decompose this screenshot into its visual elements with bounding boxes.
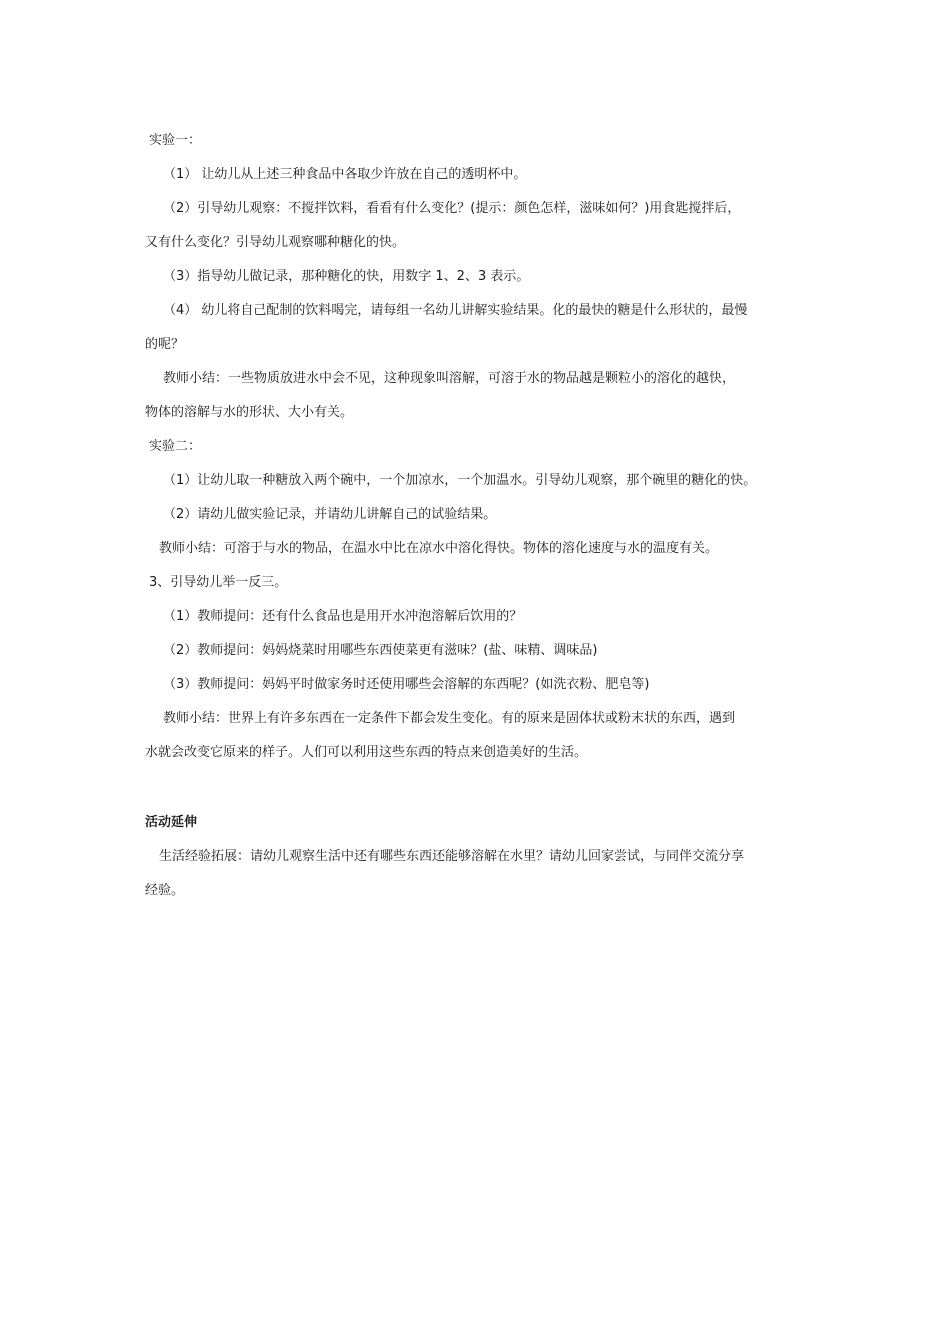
experiment1-step3: （3）指导幼儿做记录，那种糖化的快，用数字 1、2、3 表示。 — [163, 269, 530, 284]
section3-title: 3、引导幼儿举一反三。 — [149, 575, 288, 590]
extension-heading: 活动延伸 — [145, 815, 198, 830]
experiment1-step4-line1: （4） 幼儿将自己配制的饮料喝完，请每组一名幼儿讲解实验结果。化的最快的糖是什么形状的，最慢 — [163, 303, 748, 318]
section3-summary-line2: 水就会改变它原来的样子。人们可以利用这些东西的特点来创造美好的生活。 — [145, 745, 588, 760]
section3-summary-line1: 教师小结：世界上有许多东西在一定条件下都会发生变化。有的原来是固体状或粉末状的东西，遇到 — [163, 711, 736, 726]
experiment1-step2-line2: 又有什么变化？引导幼儿观察哪种糖化的快。 — [145, 235, 406, 250]
experiment1-step1: （1） 让幼儿从上述三种食品中各取少许放在自己的透明杯中。 — [163, 167, 527, 182]
experiment1-title: 实验一： — [149, 133, 202, 148]
section-spacer — [145, 770, 825, 806]
experiment1-step2-line1: （2）引导幼儿观察：不搅拌饮料，看看有什么变化？(提示：颜色怎样，滋味如何？)用食匙搅拌后， — [163, 201, 741, 216]
extension-line1: 生活经验拓展：请幼儿观察生活中还有哪些东西还能够溶解在水里？请幼儿回家尝试，与同伴交流分享 — [159, 849, 745, 864]
experiment2-step1: （1）让幼儿取一种糖放入两个碗中，一个加凉水，一个加温水。引导幼儿观察，那个碗里的糖化的快。 — [163, 473, 757, 488]
experiment2-step2: （2）请幼儿做实验记录，并请幼儿讲解自己的试验结果。 — [163, 507, 497, 522]
section3-question2: （2）教师提问：妈妈烧菜时用哪些东西使菜更有滋味？(盐、味精、调味品) — [163, 643, 598, 658]
experiment2-summary: 教师小结：可溶于与水的物品，在温水中比在凉水中溶化得快。物体的溶化速度与水的温度有关。 — [159, 541, 719, 556]
section3-question1: （1）教师提问：还有什么食品也是用开水冲泡溶解后饮用的？ — [163, 609, 523, 624]
experiment1-summary-line2: 物体的溶解与水的形状、大小有关。 — [145, 405, 354, 420]
extension-line2: 经验。 — [145, 883, 185, 898]
section3-question3: （3）教师提问：妈妈平时做家务时还使用哪些会溶解的东西呢？(如洗衣粉、肥皂等) — [163, 677, 650, 692]
experiment1-summary-line1: 教师小结：一些物质放进水中会不见，这种现象叫溶解，可溶于水的物品越是颗粒小的溶化的越快， — [163, 371, 736, 386]
experiment1-step4-line2: 的呢？ — [145, 337, 185, 352]
document-body — [145, 124, 825, 908]
experiment2-title: 实验二： — [149, 439, 202, 454]
